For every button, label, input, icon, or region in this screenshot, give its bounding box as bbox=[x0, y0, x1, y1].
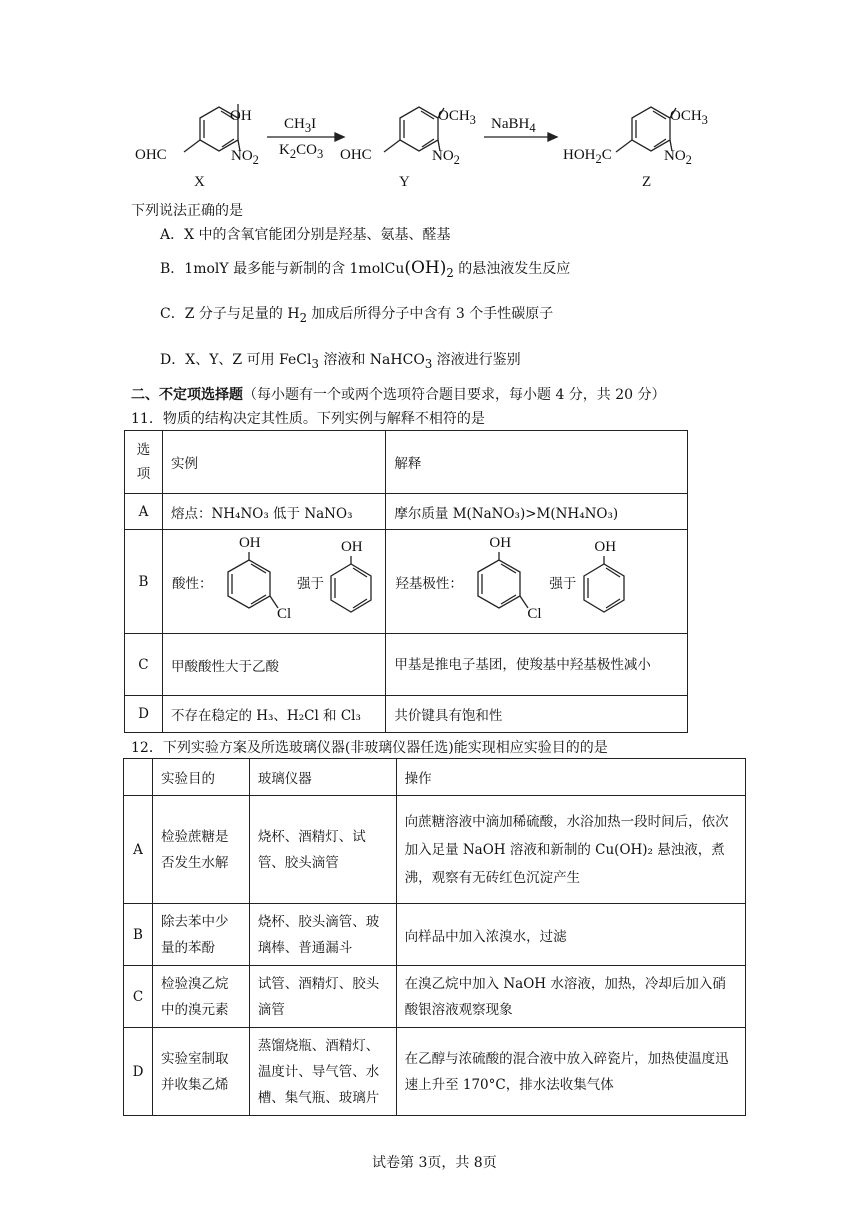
q10-d-post: 溶液进行鉴别 bbox=[432, 352, 521, 368]
x-oh-label bbox=[230, 108, 252, 125]
z-och3-label bbox=[670, 108, 708, 128]
table-row bbox=[124, 904, 746, 966]
q12-row-a-option: A bbox=[124, 796, 153, 904]
arrow1-ch-sub: 3 bbox=[304, 121, 312, 135]
q11-b-acid-label: 酸性： bbox=[171, 576, 213, 592]
q12-row-d-option: D bbox=[124, 1028, 153, 1116]
q11-header-explain: 解释 bbox=[386, 431, 688, 494]
q12-row-b-glass-text: 烧杯、胶头滴管、玻璃棒、普通漏斗 bbox=[257, 913, 380, 956]
q11-b-stronger-2: 强于 bbox=[549, 576, 577, 592]
arrow1-reagent-top bbox=[284, 116, 316, 136]
table-row bbox=[125, 530, 688, 634]
q11-b-oh-2: OH bbox=[340, 539, 363, 555]
q11-header-option-text: 选项 bbox=[136, 442, 151, 482]
q12-row-a-glass bbox=[249, 796, 396, 904]
q10-stem: 下列说法正确的是 bbox=[131, 203, 243, 219]
q12-row-b-option: B bbox=[124, 904, 153, 966]
q11-b-stronger-1: 强于 bbox=[296, 576, 324, 592]
x-no2-sub: 2 bbox=[252, 153, 259, 167]
q12-stem: 12．下列实验方案及所选玻璃仪器(非玻璃仪器任选)能实现相应实验目的的是 bbox=[131, 740, 608, 756]
arrow1-ch-text: CH bbox=[284, 116, 305, 132]
q11-header-example: 实例 bbox=[162, 431, 385, 494]
q12-header-blank bbox=[124, 759, 153, 796]
q10-d-sub2: 3 bbox=[424, 356, 433, 371]
arrow1-co-sub: 3 bbox=[316, 147, 324, 161]
q12-row-c-glass-text: 试管、酒精灯、胶头滴管 bbox=[257, 975, 380, 1018]
arrow2-reagent-top bbox=[491, 116, 536, 136]
q12-table bbox=[123, 758, 746, 1116]
y-ohc-label: OHC bbox=[340, 147, 372, 163]
q10-option-c bbox=[160, 303, 553, 325]
q11-header-option bbox=[125, 431, 163, 494]
y-no2-sub: 2 bbox=[453, 153, 460, 167]
z-och-sub: 3 bbox=[701, 113, 708, 127]
z-hoh-sub: 2 bbox=[595, 152, 602, 166]
arrow1-k-text: K bbox=[279, 142, 290, 158]
z-c-text: C bbox=[601, 147, 612, 163]
q12-row-c-operation bbox=[396, 966, 745, 1028]
q12-header-purpose: 实验目的 bbox=[152, 759, 249, 796]
x-ohc-label: OHC bbox=[135, 147, 167, 163]
arrow2-nabh-sub: 4 bbox=[529, 121, 536, 135]
q12-header-glass: 玻璃仪器 bbox=[249, 759, 396, 796]
table-row bbox=[125, 494, 688, 530]
table-row bbox=[125, 634, 688, 696]
q11-row-d-example: 不存在稳定的 H₃、H₂Cl 和 Cl₃ bbox=[162, 696, 385, 733]
z-no2-sub: 2 bbox=[685, 153, 692, 167]
q12-row-d-purpose-text: 实验室制取并收集乙烯 bbox=[160, 1050, 229, 1093]
q11-row-c-example: 甲酸酸性大于乙酸 bbox=[162, 634, 385, 696]
q10-b-formula: (OH) bbox=[404, 258, 447, 278]
table-row bbox=[124, 796, 746, 904]
arrow1-reagent-bottom bbox=[279, 142, 323, 162]
q12-row-b-operation: 向样品中加入浓溴水，过滤 bbox=[396, 904, 745, 966]
table-row bbox=[124, 966, 746, 1028]
section2-heading bbox=[131, 384, 666, 404]
z-no2-label bbox=[664, 148, 692, 168]
q10-b-pre: B．1molY 最多能与新制的含 1molCu bbox=[160, 261, 405, 277]
q11-b-cl-2: Cl bbox=[527, 606, 542, 622]
y-no2-text: NO bbox=[432, 148, 454, 164]
q11-b-polarity-label: 羟基极性： bbox=[395, 576, 463, 592]
q12-row-d-purpose bbox=[152, 1028, 249, 1116]
z-och-text: OCH bbox=[670, 108, 702, 124]
z-benzene-ring bbox=[632, 107, 670, 151]
q12-row-a-operation-text: 向蔗糖溶液中滴加稀硫酸，水浴加热一段时间后，依次加入足量 NaOH 溶液和新制的 Cu(OH)₂ 悬浊液，煮沸，观察有无砖红色沉淀产生 bbox=[404, 813, 729, 886]
x-no2-label bbox=[231, 148, 259, 168]
table-row bbox=[124, 1028, 746, 1116]
q11-row-a-option: A bbox=[125, 494, 163, 530]
q10-option-d bbox=[160, 349, 521, 371]
table-row bbox=[125, 431, 688, 494]
z-no2-text: NO bbox=[664, 148, 686, 164]
q11-stem: 11．物质的结构决定其性质。下列实例与解释不相符的是 bbox=[131, 411, 485, 427]
q11-row-d-explain: 共价键具有饱和性 bbox=[386, 696, 688, 733]
arrow1-k-sub: 2 bbox=[289, 147, 297, 161]
z-hoh-text: HOH bbox=[563, 147, 596, 163]
q12-row-b-purpose bbox=[152, 904, 249, 966]
q11-row-c-option: C bbox=[125, 634, 163, 696]
y-och-sub: 3 bbox=[469, 113, 476, 127]
q10-b-post: 的悬浊液发生反应 bbox=[453, 261, 571, 277]
q12-row-c-purpose bbox=[152, 966, 249, 1028]
y-och3-label bbox=[438, 108, 476, 128]
section2-title: 二、不定项选择题 bbox=[131, 387, 243, 403]
q11-row-d-option: D bbox=[125, 696, 163, 733]
q10-option-a: A．X 中的含氧官能团分别是羟基、氨基、醛基 bbox=[160, 227, 451, 243]
q12-row-b-glass bbox=[249, 904, 396, 966]
x-compound-label: X bbox=[194, 174, 205, 190]
x-oh-text: OH bbox=[230, 108, 252, 124]
table-row bbox=[125, 696, 688, 733]
z-compound-label: Z bbox=[642, 174, 652, 190]
x-no2-text: NO bbox=[231, 148, 253, 164]
q12-row-d-operation bbox=[396, 1028, 745, 1116]
arrow1-i-text: I bbox=[311, 116, 317, 132]
q10-d-pre: D．X、Y、Z 可用 FeCl bbox=[160, 352, 312, 368]
q10-d-mid: 溶液和 NaHCO bbox=[318, 352, 425, 368]
q11-b-oh-4: OH bbox=[594, 539, 617, 555]
q12-row-a-purpose bbox=[152, 796, 249, 904]
q12-row-c-operation-text: 在溴乙烷中加入 NaOH 水溶液，加热，冷却后加入硝酸银溶液观察现象 bbox=[404, 975, 726, 1018]
q10-c-sub: 2 bbox=[299, 310, 307, 325]
q11-b-oh-3: OH bbox=[489, 535, 512, 551]
z-hoh2c-label bbox=[563, 147, 612, 167]
q10-c-pre: C．Z 分子与足量的 H bbox=[160, 306, 300, 322]
q11-row-c-explain bbox=[386, 634, 688, 696]
q11-table bbox=[124, 430, 688, 733]
q11-row-a-example: 熔点：NH₄NO₃ 低于 NaNO₃ bbox=[162, 494, 385, 530]
q10-d-sub1: 3 bbox=[311, 356, 319, 371]
q11-row-b-explain bbox=[386, 530, 688, 634]
page-footer: 试卷第 3页，共 8页 bbox=[372, 1155, 497, 1171]
reaction-rings-svg bbox=[0, 0, 867, 200]
table-row bbox=[124, 759, 746, 796]
arrow1-co-text: CO bbox=[296, 142, 317, 158]
q10-b-sub: 2 bbox=[446, 265, 454, 280]
q12-row-b-purpose-text: 除去苯中少量的苯酚 bbox=[160, 913, 229, 956]
y-compound-label: Y bbox=[399, 174, 410, 190]
q11-row-c-explain-text: 甲基是推电子基团，使羧基中羟基极性减小 bbox=[394, 656, 651, 673]
q12-row-a-operation bbox=[396, 796, 745, 904]
q11-b-cl-1: Cl bbox=[276, 606, 292, 622]
y-benzene-ring bbox=[400, 107, 438, 151]
section2-note: （每小题有一个或两个选项符合题目要求，每小题 4 分，共 20 分） bbox=[243, 387, 666, 403]
y-no2-label bbox=[432, 148, 460, 168]
q12-header-operation: 操作 bbox=[396, 759, 745, 796]
q12-row-c-purpose-text: 检验溴乙烷中的溴元素 bbox=[160, 975, 229, 1018]
q12-row-c-glass bbox=[249, 966, 396, 1028]
q11-row-b-example bbox=[162, 530, 385, 634]
q11-b-oh-1: OH bbox=[238, 535, 261, 551]
q11-row-b-option: B bbox=[125, 530, 163, 634]
arrow2-nabh-text: NaBH bbox=[491, 116, 530, 132]
q12-row-c-option: C bbox=[124, 966, 153, 1028]
q10-option-b bbox=[160, 258, 570, 280]
q12-row-a-purpose-text: 检验蔗糖是否发生水解 bbox=[160, 828, 229, 871]
q11-row-a-explain: 摩尔质量 M(NaNO₃)>M(NH₄NO₃) bbox=[386, 494, 688, 530]
q12-row-d-glass bbox=[249, 1028, 396, 1116]
q10-c-post: 加成后所得分子中含有 3 个手性碳原子 bbox=[306, 306, 554, 322]
q12-row-d-operation-text: 在乙醇与浓硫酸的混合液中放入碎瓷片，加热使温度迅速上升至 170°C，排水法收集气体 bbox=[404, 1050, 729, 1093]
y-och-text: OCH bbox=[438, 108, 470, 124]
q12-row-a-glass-text: 烧杯、酒精灯、试管、胶头滴管 bbox=[257, 828, 366, 871]
q12-row-d-glass-text: 蒸馏烧瓶、酒精灯、温度计、导气管、水槽、集气瓶、玻璃片 bbox=[257, 1037, 380, 1106]
